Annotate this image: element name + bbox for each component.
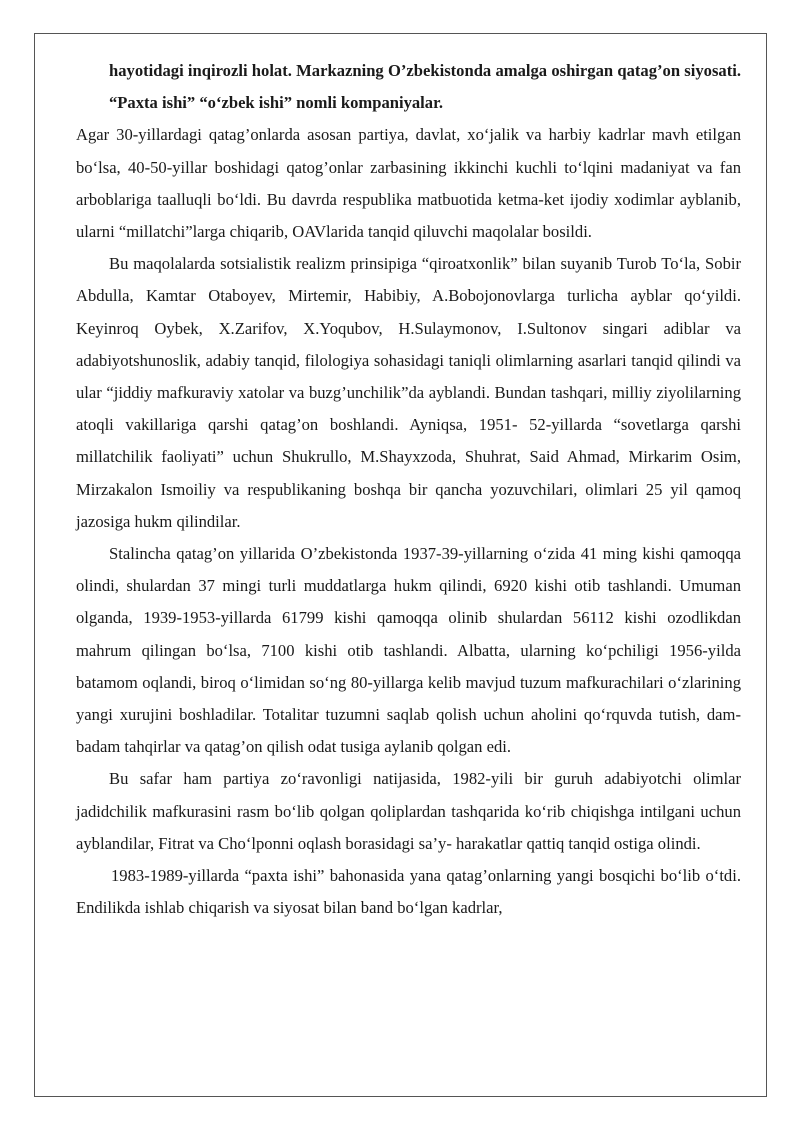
paragraph-1: Agar 30-yillardagi qatag’onlarda asosan partiya, davlat, xo‘jalik va harbiy kadrlar mavh etilgan bo‘lsa, 40-50-yillar boshidagi qatog’onlar zarbasining ikkinchi kuchli to‘lqini madaniyat va fan arboblariga taalluqli bo‘ldi. Bu davrda respublika matbuotida ketma-ket ijodiy xodimlar ayblanib, ularni “millatchi”larga chiqarib, OAVlarida tanqid qiluvchi maqolalar bosildi.: [76, 125, 741, 242]
paragraph-3: Stalincha qatag’on yillarida O’zbekistonda 1937-39-yillarning o‘zida 41 ming kishi qamoqqa olindi, shulardan 37 mingi turli muddatlarga hukm qilindi, 6920 kishi otib tashlandi. Umuman olganda, 1939-1953-yillarda 61799 kishi qamoqqa olinib shulardan 56112 kishi ozodlikdan mahrum qilingan bo‘lsa, 7100 kishi otib tashlandi. Albatta, ularning ko‘pchiligi 1956-yilda batamom oqlandi, biroq o‘limidan so‘ng 80-yillarga kelib mavjud tuzum mafkurachilari o‘zlarining yangi xurujini boshladilar. Totalitar tuzumni saqlab qolish uchun aholini qo‘rquvda tutish, dam-badam tahqirlar va qatag’on qilish odat tusiga aylanib qolgan edi.: [76, 544, 741, 757]
paragraph-4: Bu safar ham partiya zo‘ravonligi natijasida, 1982-yili bir guruh adabiyotchi olimlar jadidchilik mafkurasini rasm bo‘lib qolgan qoliplardan tashqarida ko‘rib chiqishga intilgani uchun ayblandilar, Fitrat va Cho‘lponni oqlash borasidagi sa’y- harakatlar qattiq tanqid ostiga olindi.: [76, 769, 741, 853]
document-body: [76, 55, 741, 924]
section-heading: hayotidagi inqirozli holat. Markazning O’zbekistonda amalga oshirgan qatag’on siyosati. “Paxta ishi” “o‘zbek ishi” nomli kompaniyalar.: [109, 61, 741, 113]
paragraph-2: Bu maqolalarda sotsialistik realizm prinsipiga “qiroatxonlik” bilan suyanib Turob To‘la, Sobir Abdulla, Kamtar Otaboyev, Mirtemir, Habibiy, A.Bobojonovlarga turlicha ayblar qo‘yildi. Keyinroq Oybek, X.Zarifov, X.Yoqubov, H.Sulaymonov, I.Sultonov singari adiblar va adabiyotshunoslik, adabiy tanqid, filologiya sohasidagi taniqli olimlarning asarlari tanqid qilindi va ular “jiddiy mafkuraviy xatolar va buzg’unchilik”da ayblandi. Bundan tashqari, milliy ziyolilarning atoqli vakillariga qarshi qatag’on boshlandi. Ayniqsa, 1951- 52-yillarda “sovetlarga qarshi millatchilik faoliyati” uchun Shukrullo, M.Shayxzoda, Shuhrat, Said Ahmad, Mirkarim Osim, Mirzakalon Ismoiliy va respublikaning boshqa bir qancha yozuvchilari, olimlari 25 yil qamoq jazosiga hukm qilindilar.: [76, 254, 741, 531]
paragraph-5: 1983-1989-yillarda “paxta ishi” bahonasida yana qatag’onlarning yangi bosqichi bo‘lib o‘tdi. Endilikda ishlab chiqarish va siyosat bilan band bo‘lgan kadrlar,: [76, 866, 741, 918]
